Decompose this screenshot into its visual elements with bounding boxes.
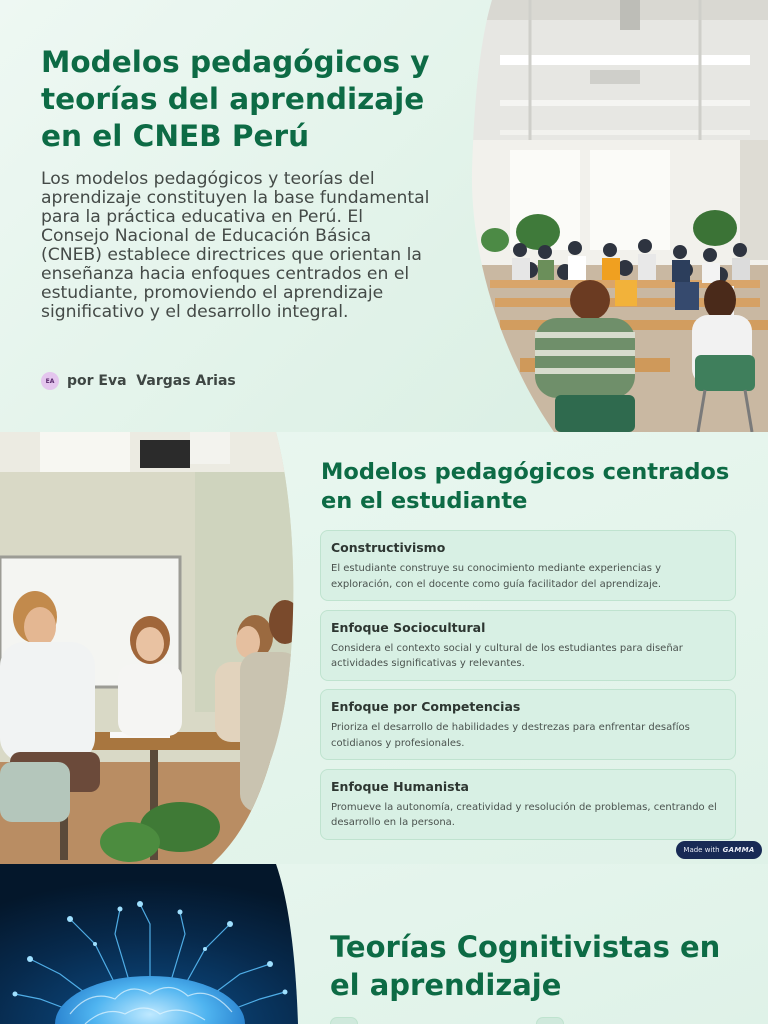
card-text: Considera el contexto social y cultural de los estudiantes para diseñar actividades significativas y relevantes. <box>331 642 683 669</box>
slide-intro <box>0 0 768 432</box>
card-text: El estudiante construye su conocimiento mediante experiencias y exploración, con el docente como guía facilitador del aprendizaje. <box>331 563 662 590</box>
card-enfoque-competencias <box>320 689 736 760</box>
model-card-list <box>320 530 736 848</box>
classroom-students-image <box>470 0 768 432</box>
card-text: Prioriza el desarrollo de habilidades y destrezas para enfrentar desafíos cotidianos y profesionales. <box>331 722 690 749</box>
intro-description: Los modelos pedagógicos y teorías del aprendizaje constituyen la base fundamental para la práctica educativa en Perú. El Consejo Nacional de Educación Básica (CNEB) establece directrices que orientan la enseñanza hacia enfoques centrados en el estudiante, promoviendo el aprendizaje significativo y el desarrollo integral. <box>41 169 430 322</box>
section-title-student-models: Modelos pedagógicos centrados en el estudiante <box>321 459 730 514</box>
badge-prefix: Made with <box>683 846 720 854</box>
page-title: Modelos pedagógicos y teorías del aprendizaje en el CNEB Perú <box>41 45 430 153</box>
made-with-gamma-badge[interactable] <box>676 841 762 859</box>
author-avatar: EA <box>41 372 59 390</box>
card-title: Constructivismo <box>331 540 446 555</box>
author-name: por Eva Vargas Arias <box>67 373 236 389</box>
card-enfoque-sociocultural <box>320 610 736 681</box>
card-preview-row <box>330 1017 750 1024</box>
slide-cognitive-theories <box>0 864 768 1024</box>
card-preview <box>330 1017 358 1024</box>
card-text: Promueve la autonomía, creatividad y resolución de problemas, centrando el desarrollo en la persona. <box>331 801 717 828</box>
section-title-cognitive-theories: Teorías Cognitivistas en el aprendizaje <box>330 930 721 1002</box>
card-title: Enfoque Sociocultural <box>331 619 486 635</box>
card-constructivismo <box>320 530 736 601</box>
teacher-discussion-image <box>0 432 300 864</box>
author-line <box>41 371 236 391</box>
slide-student-models <box>0 432 768 864</box>
card-title: Enfoque por Competencias <box>331 699 521 714</box>
gamma-logo: GAMMA <box>722 846 755 854</box>
brain-network-image <box>0 864 300 1024</box>
card-preview <box>536 1017 564 1024</box>
card-enfoque-humanista <box>320 769 736 840</box>
card-title: Enfoque Humanista <box>331 778 469 794</box>
